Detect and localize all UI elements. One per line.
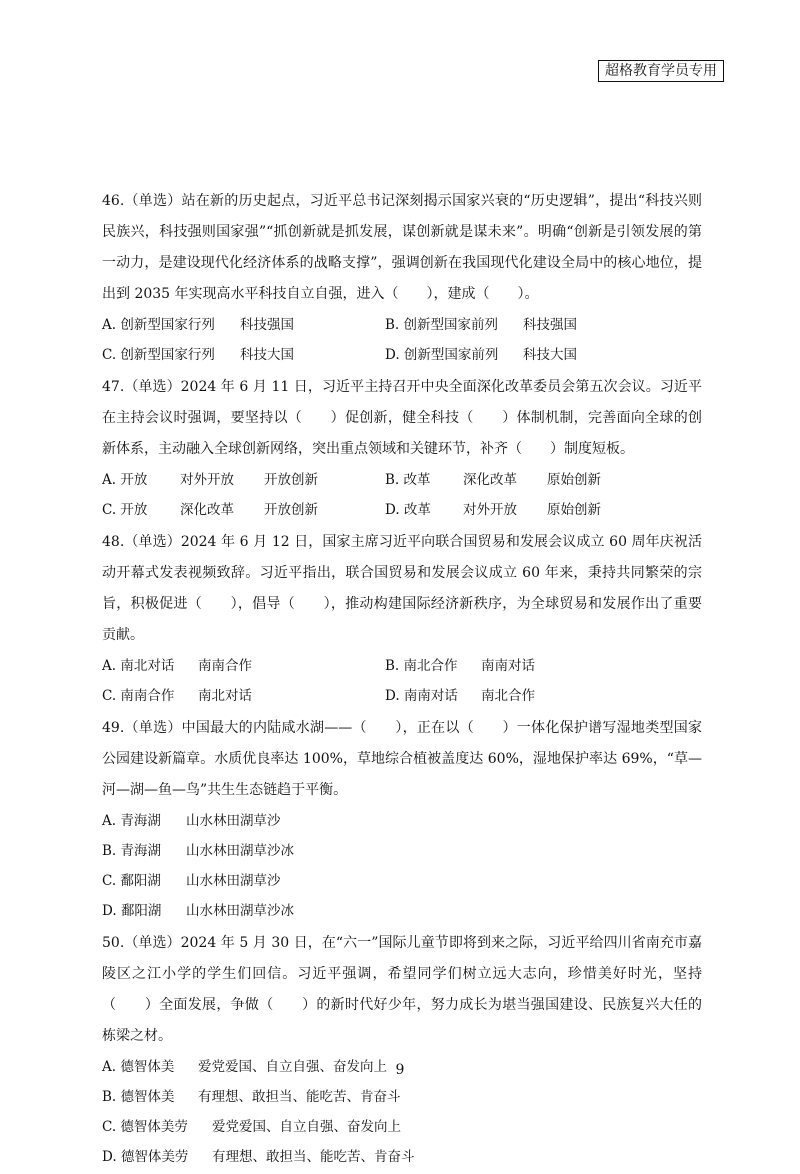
option-a xyxy=(102,310,385,340)
option-d xyxy=(385,340,668,370)
option-a xyxy=(102,651,385,681)
question-49 xyxy=(102,713,702,926)
option-d xyxy=(102,896,702,926)
option-second: 深化改革 xyxy=(463,472,517,488)
page-number: 9 xyxy=(395,1062,405,1078)
option-label: B. 南北合作 xyxy=(385,658,458,674)
option-second: 有理想、敢担当、能吃苦、肯奋斗 xyxy=(198,1089,401,1105)
option-second: 科技强国 xyxy=(240,317,294,333)
option-label: B. 德智体美 xyxy=(102,1089,175,1105)
option-d xyxy=(102,1142,702,1172)
options xyxy=(102,651,702,711)
option-third: 开放创新 xyxy=(264,502,318,518)
option-c xyxy=(102,1112,702,1142)
option-d xyxy=(385,681,668,711)
option-second: 南南对话 xyxy=(481,658,535,674)
option-a xyxy=(102,806,702,836)
option-second: 山水林田湖草沙 xyxy=(186,813,281,829)
option-label: C. 开放 xyxy=(102,502,148,518)
option-label: A. 青海湖 xyxy=(102,813,161,829)
option-b xyxy=(102,1082,702,1112)
options xyxy=(102,310,702,370)
option-label: D. 创新型国家前列 xyxy=(385,347,499,363)
option-label: B. 改革 xyxy=(385,472,431,488)
option-c xyxy=(102,681,385,711)
option-third: 原始创新 xyxy=(547,472,601,488)
option-label: A. 德智体美 xyxy=(102,1059,175,1075)
option-c xyxy=(102,495,385,525)
options xyxy=(102,806,702,926)
option-label: C. 南南合作 xyxy=(102,688,175,704)
option-b xyxy=(385,651,668,681)
option-b xyxy=(385,465,668,495)
option-a xyxy=(102,465,385,495)
option-second: 爱党爱国、自立自强、奋发向上 xyxy=(198,1059,387,1075)
option-second: 对外开放 xyxy=(463,502,517,518)
option-second: 爱党爱国、自立自强、奋发向上 xyxy=(212,1119,401,1135)
question-stem: 47.（单选）2024 年 6 月 11 日，习近平主持召开中央全面深化改革委员会第五次会议。习近平在主持会议时强调，要坚持以（ ）促创新，健全科技（ ）体制机制，完善面向全球的创新体系，主动融入全球创新网络，突出重点领域和关键环节，补齐（ ）制度短板。 xyxy=(102,379,702,457)
option-c xyxy=(102,866,702,896)
option-second: 山水林田湖草沙 xyxy=(186,873,281,889)
question-48 xyxy=(102,527,702,711)
question-stem: 48.（单选）2024 年 6 月 12 日，国家主席习近平向联合国贸易和发展会议成立 60 周年庆祝活动开幕式发表视频致辞。习近平指出，联合国贸易和发展会议成立 60 年来，秉持共同繁荣的宗旨，积极促进（ ），倡导（ ），推动构建国际经济新秩序，为全球贸易和发展作出了重要贡献。 xyxy=(102,534,702,643)
option-b xyxy=(385,310,668,340)
option-label: C. 德智体美劳 xyxy=(102,1119,188,1135)
option-second: 有理想、敢担当、能吃苦、肯奋斗 xyxy=(212,1149,415,1165)
option-second: 科技强国 xyxy=(523,317,577,333)
question-46 xyxy=(102,186,702,370)
option-c xyxy=(102,340,385,370)
option-label: B. 创新型国家前列 xyxy=(385,317,499,333)
options xyxy=(102,465,702,525)
question-list xyxy=(102,186,702,1174)
option-third: 原始创新 xyxy=(547,502,601,518)
question-stem: 49.（单选）中国最大的内陆咸水湖——（ ），正在以（ ）一体化保护谱写湿地类型国家公园建设新篇章。水质优良率达 100%，草地综合植被盖度达 60%，湿地保护率达 69%，“草—河—湖—鱼—鸟”共生生态链趋于平衡。 xyxy=(102,720,702,798)
option-second: 深化改革 xyxy=(180,502,234,518)
option-label: D. 鄱阳湖 xyxy=(102,903,162,919)
question-stem: 46.（单选）站在新的历史起点，习近平总书记深刻揭示国家兴衰的“历史逻辑”，提出“科技兴则民族兴，科技强则国家强”“抓创新就是抓发展，谋创新就是谋未来”。明确“创新是引领发展的第一动力，是建设现代化经济体系的战略支撑”，强调创新在我国现代化建设全局中的核心地位，提出到 2035 年实现高水平科技自立自强，进入（ ），建成（ ）。 xyxy=(102,193,702,302)
option-label: C. 创新型国家行列 xyxy=(102,347,215,363)
option-label: D. 德智体美劳 xyxy=(102,1149,189,1165)
option-label: B. 青海湖 xyxy=(102,843,162,859)
option-label: A. 南北对话 xyxy=(102,658,175,674)
option-d xyxy=(385,495,668,525)
option-label: D. 南南对话 xyxy=(385,688,458,704)
option-label: A. 创新型国家行列 xyxy=(102,317,215,333)
option-label: A. 开放 xyxy=(102,472,148,488)
question-47 xyxy=(102,372,702,525)
question-50 xyxy=(102,928,702,1172)
option-second: 南北对话 xyxy=(198,688,252,704)
option-second: 山水林田湖草沙冰 xyxy=(186,903,294,919)
option-second: 科技大国 xyxy=(523,347,577,363)
question-stem: 50.（单选）2024 年 5 月 30 日，在“六一”国际儿童节即将到来之际，习近平给四川省南充市嘉陵区之江小学的学生们回信。习近平强调，希望同学们树立远大志向，珍惜美好时光，坚持（ ）全面发展，争做（ ）的新时代好少年，努力成长为堪当强国建设、民族复兴大任的栋梁之材。 xyxy=(102,935,702,1044)
option-second: 科技大国 xyxy=(240,347,294,363)
option-second: 南北合作 xyxy=(481,688,535,704)
header-stamp: 超格教育学员专用 xyxy=(598,60,724,82)
option-second: 南南合作 xyxy=(198,658,252,674)
option-b xyxy=(102,836,702,866)
option-third: 开放创新 xyxy=(264,472,318,488)
option-label: D. 改革 xyxy=(385,502,431,518)
option-label: C. 鄱阳湖 xyxy=(102,873,161,889)
option-second: 对外开放 xyxy=(180,472,234,488)
option-second: 山水林田湖草沙冰 xyxy=(186,843,294,859)
